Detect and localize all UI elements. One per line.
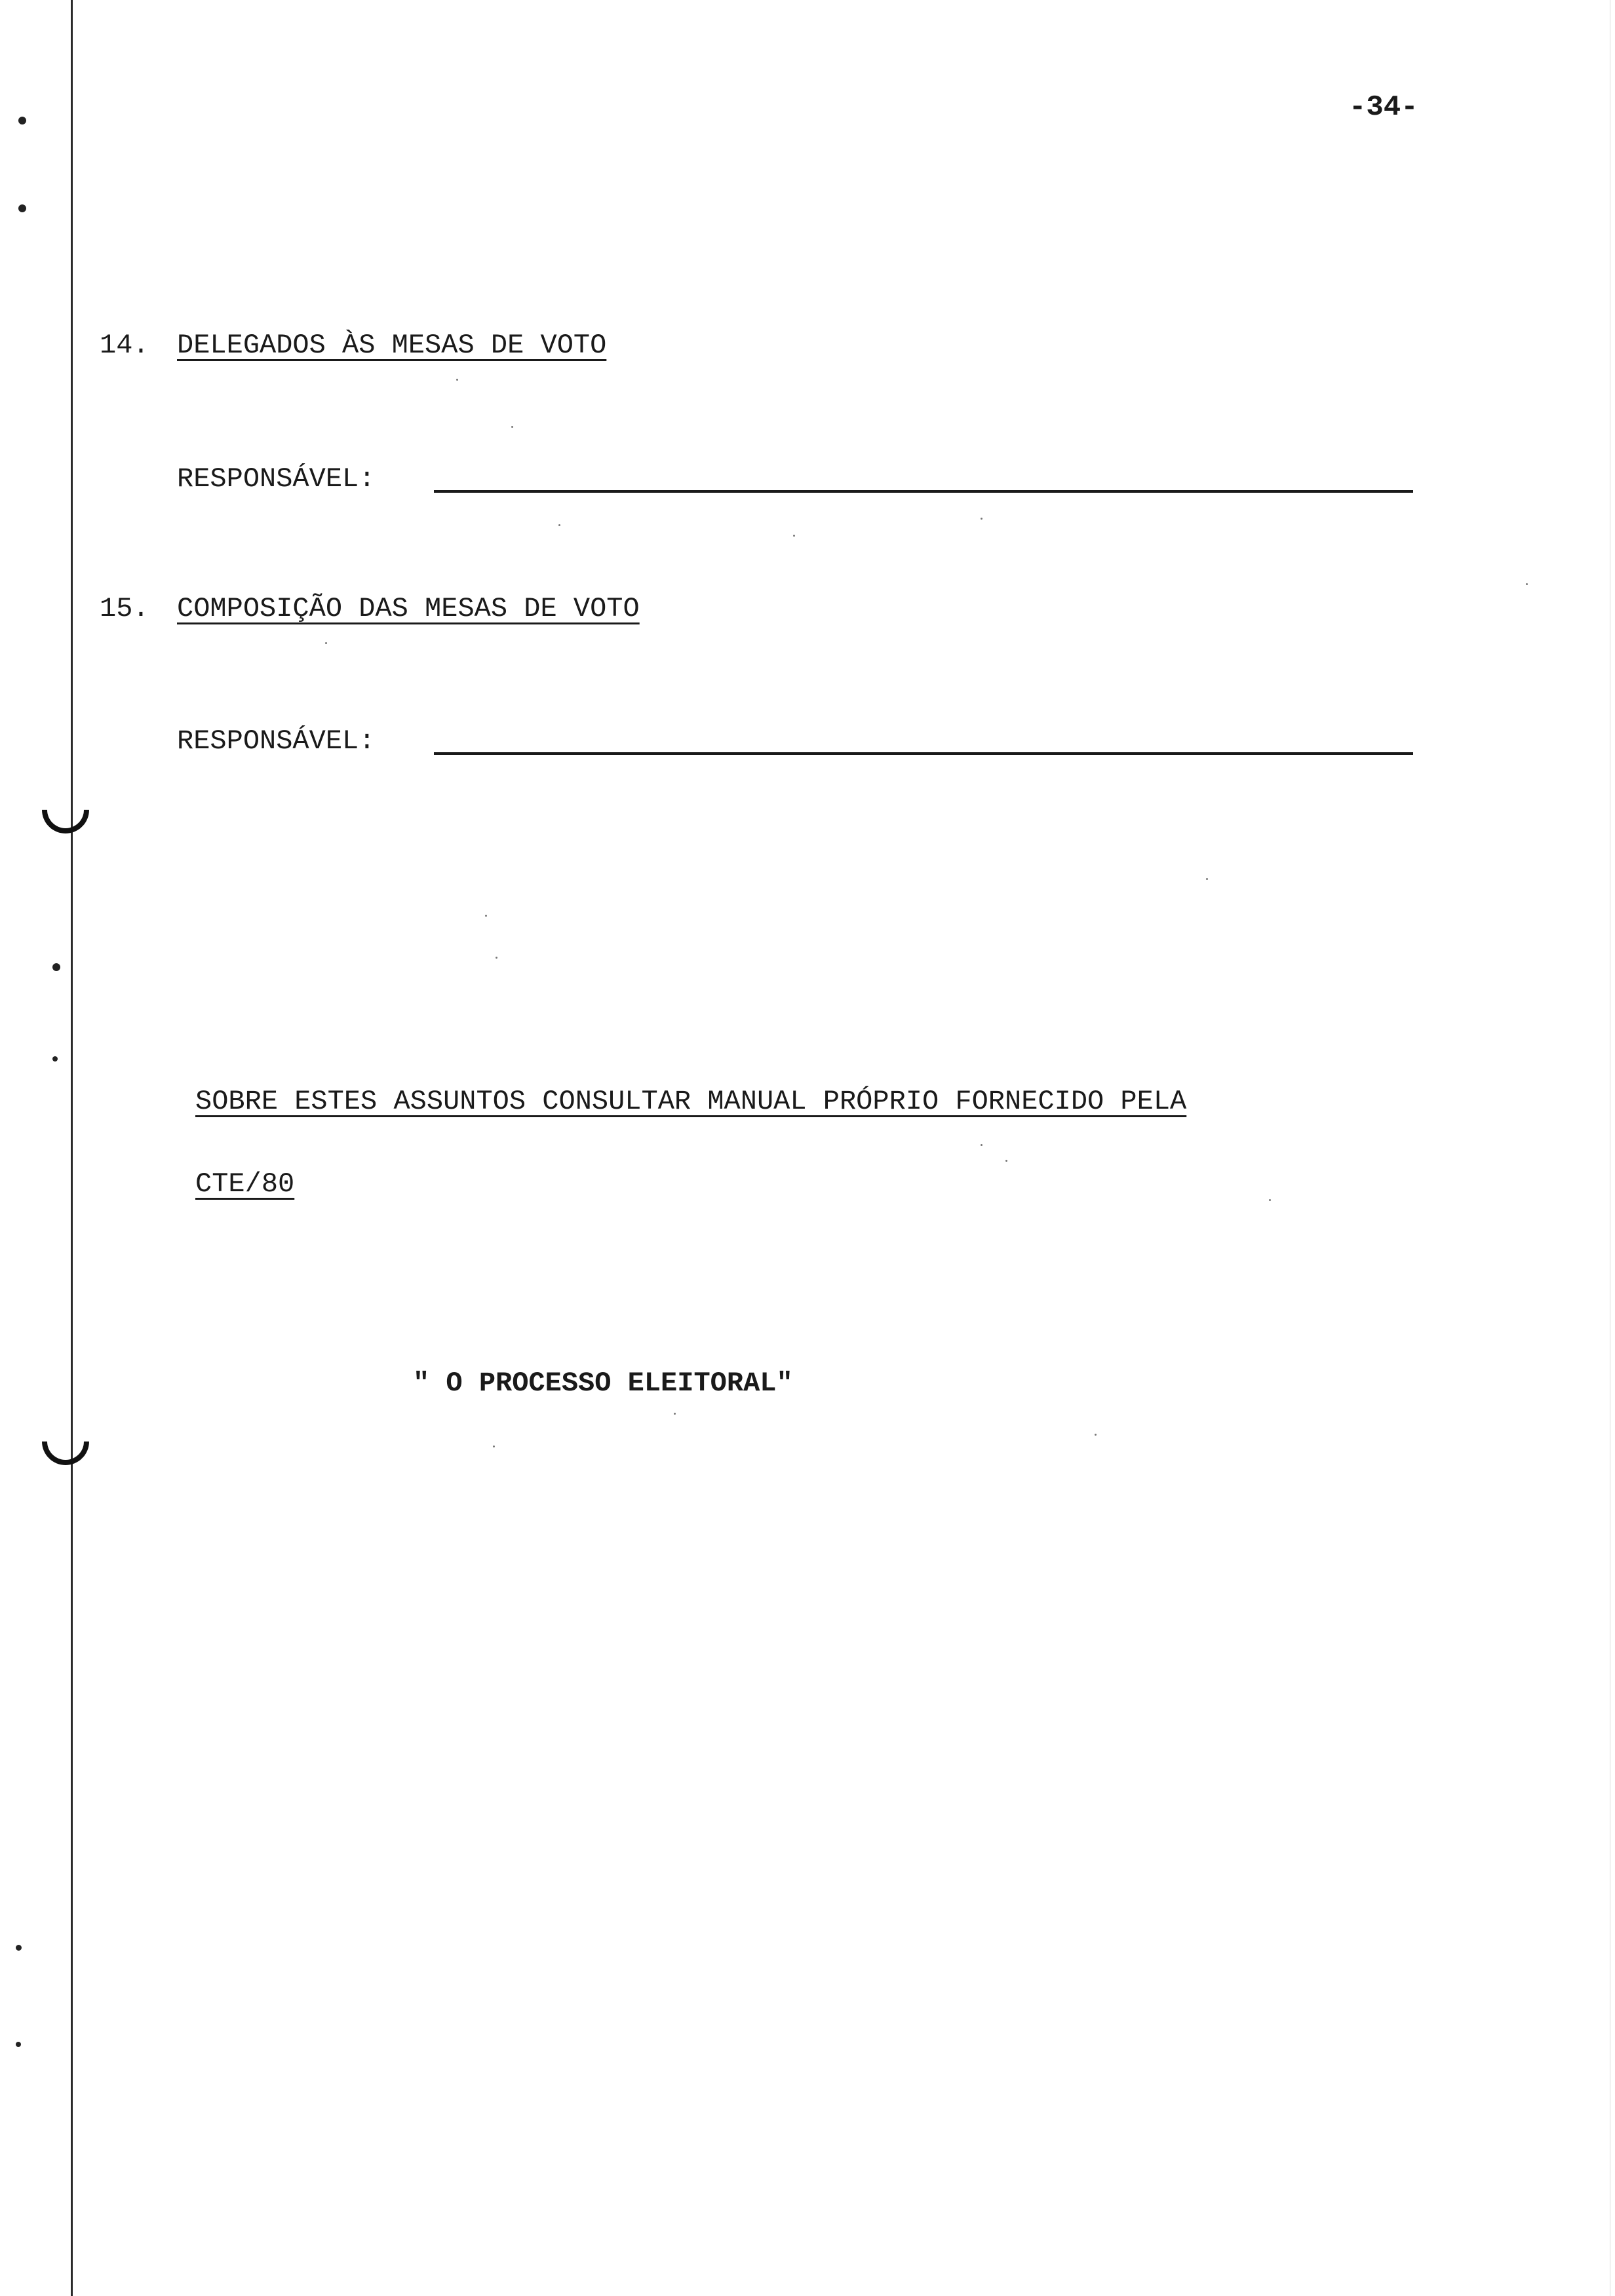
punch-hole-mark (52, 1056, 58, 1062)
scan-speck (325, 642, 327, 644)
scan-speck (511, 426, 513, 428)
punch-hole-mark (16, 2042, 21, 2047)
scan-speck (485, 915, 487, 917)
responsible-label: RESPONSÁVEL: (177, 463, 376, 495)
responsible-blank-line (434, 752, 1413, 755)
scan-speck (981, 1144, 983, 1146)
item-title: DELEGADOS ÀS MESAS DE VOTO (177, 330, 607, 361)
scan-speck (493, 1445, 495, 1447)
scan-speck (1206, 878, 1208, 880)
binder-margin-line (71, 0, 73, 2296)
scan-speck (793, 535, 795, 537)
note-line: CTE/80 (195, 1168, 295, 1200)
item-title: COMPOSIÇÃO DAS MESAS DE VOTO (177, 593, 640, 624)
scan-speck (1095, 1434, 1097, 1436)
punch-hole-mark (16, 1945, 22, 1951)
binder-ring-icon (32, 776, 99, 843)
item-number: 14. (100, 330, 149, 361)
scan-speck (558, 524, 560, 526)
manual-title: " O PROCESSO ELEITORAL" (413, 1368, 793, 1399)
item-number: 15. (100, 593, 149, 624)
punch-hole-mark (18, 204, 26, 212)
scan-speck (456, 379, 458, 381)
scan-speck (1269, 1199, 1271, 1201)
responsible-blank-line (434, 490, 1413, 493)
scan-speck (1005, 1160, 1007, 1162)
note-line: SOBRE ESTES ASSUNTOS CONSULTAR MANUAL PRÓPRIO FORNECIDO PELA (195, 1086, 1187, 1117)
page-number: -34- (1349, 91, 1418, 124)
punch-hole-mark (52, 963, 60, 971)
responsible-label: RESPONSÁVEL: (177, 725, 376, 757)
scan-speck (496, 957, 497, 959)
punch-hole-mark (18, 117, 26, 124)
scan-speck (674, 1413, 676, 1415)
binder-ring-icon (32, 1408, 99, 1475)
scan-speck (981, 518, 983, 520)
scan-speck (1526, 583, 1528, 585)
